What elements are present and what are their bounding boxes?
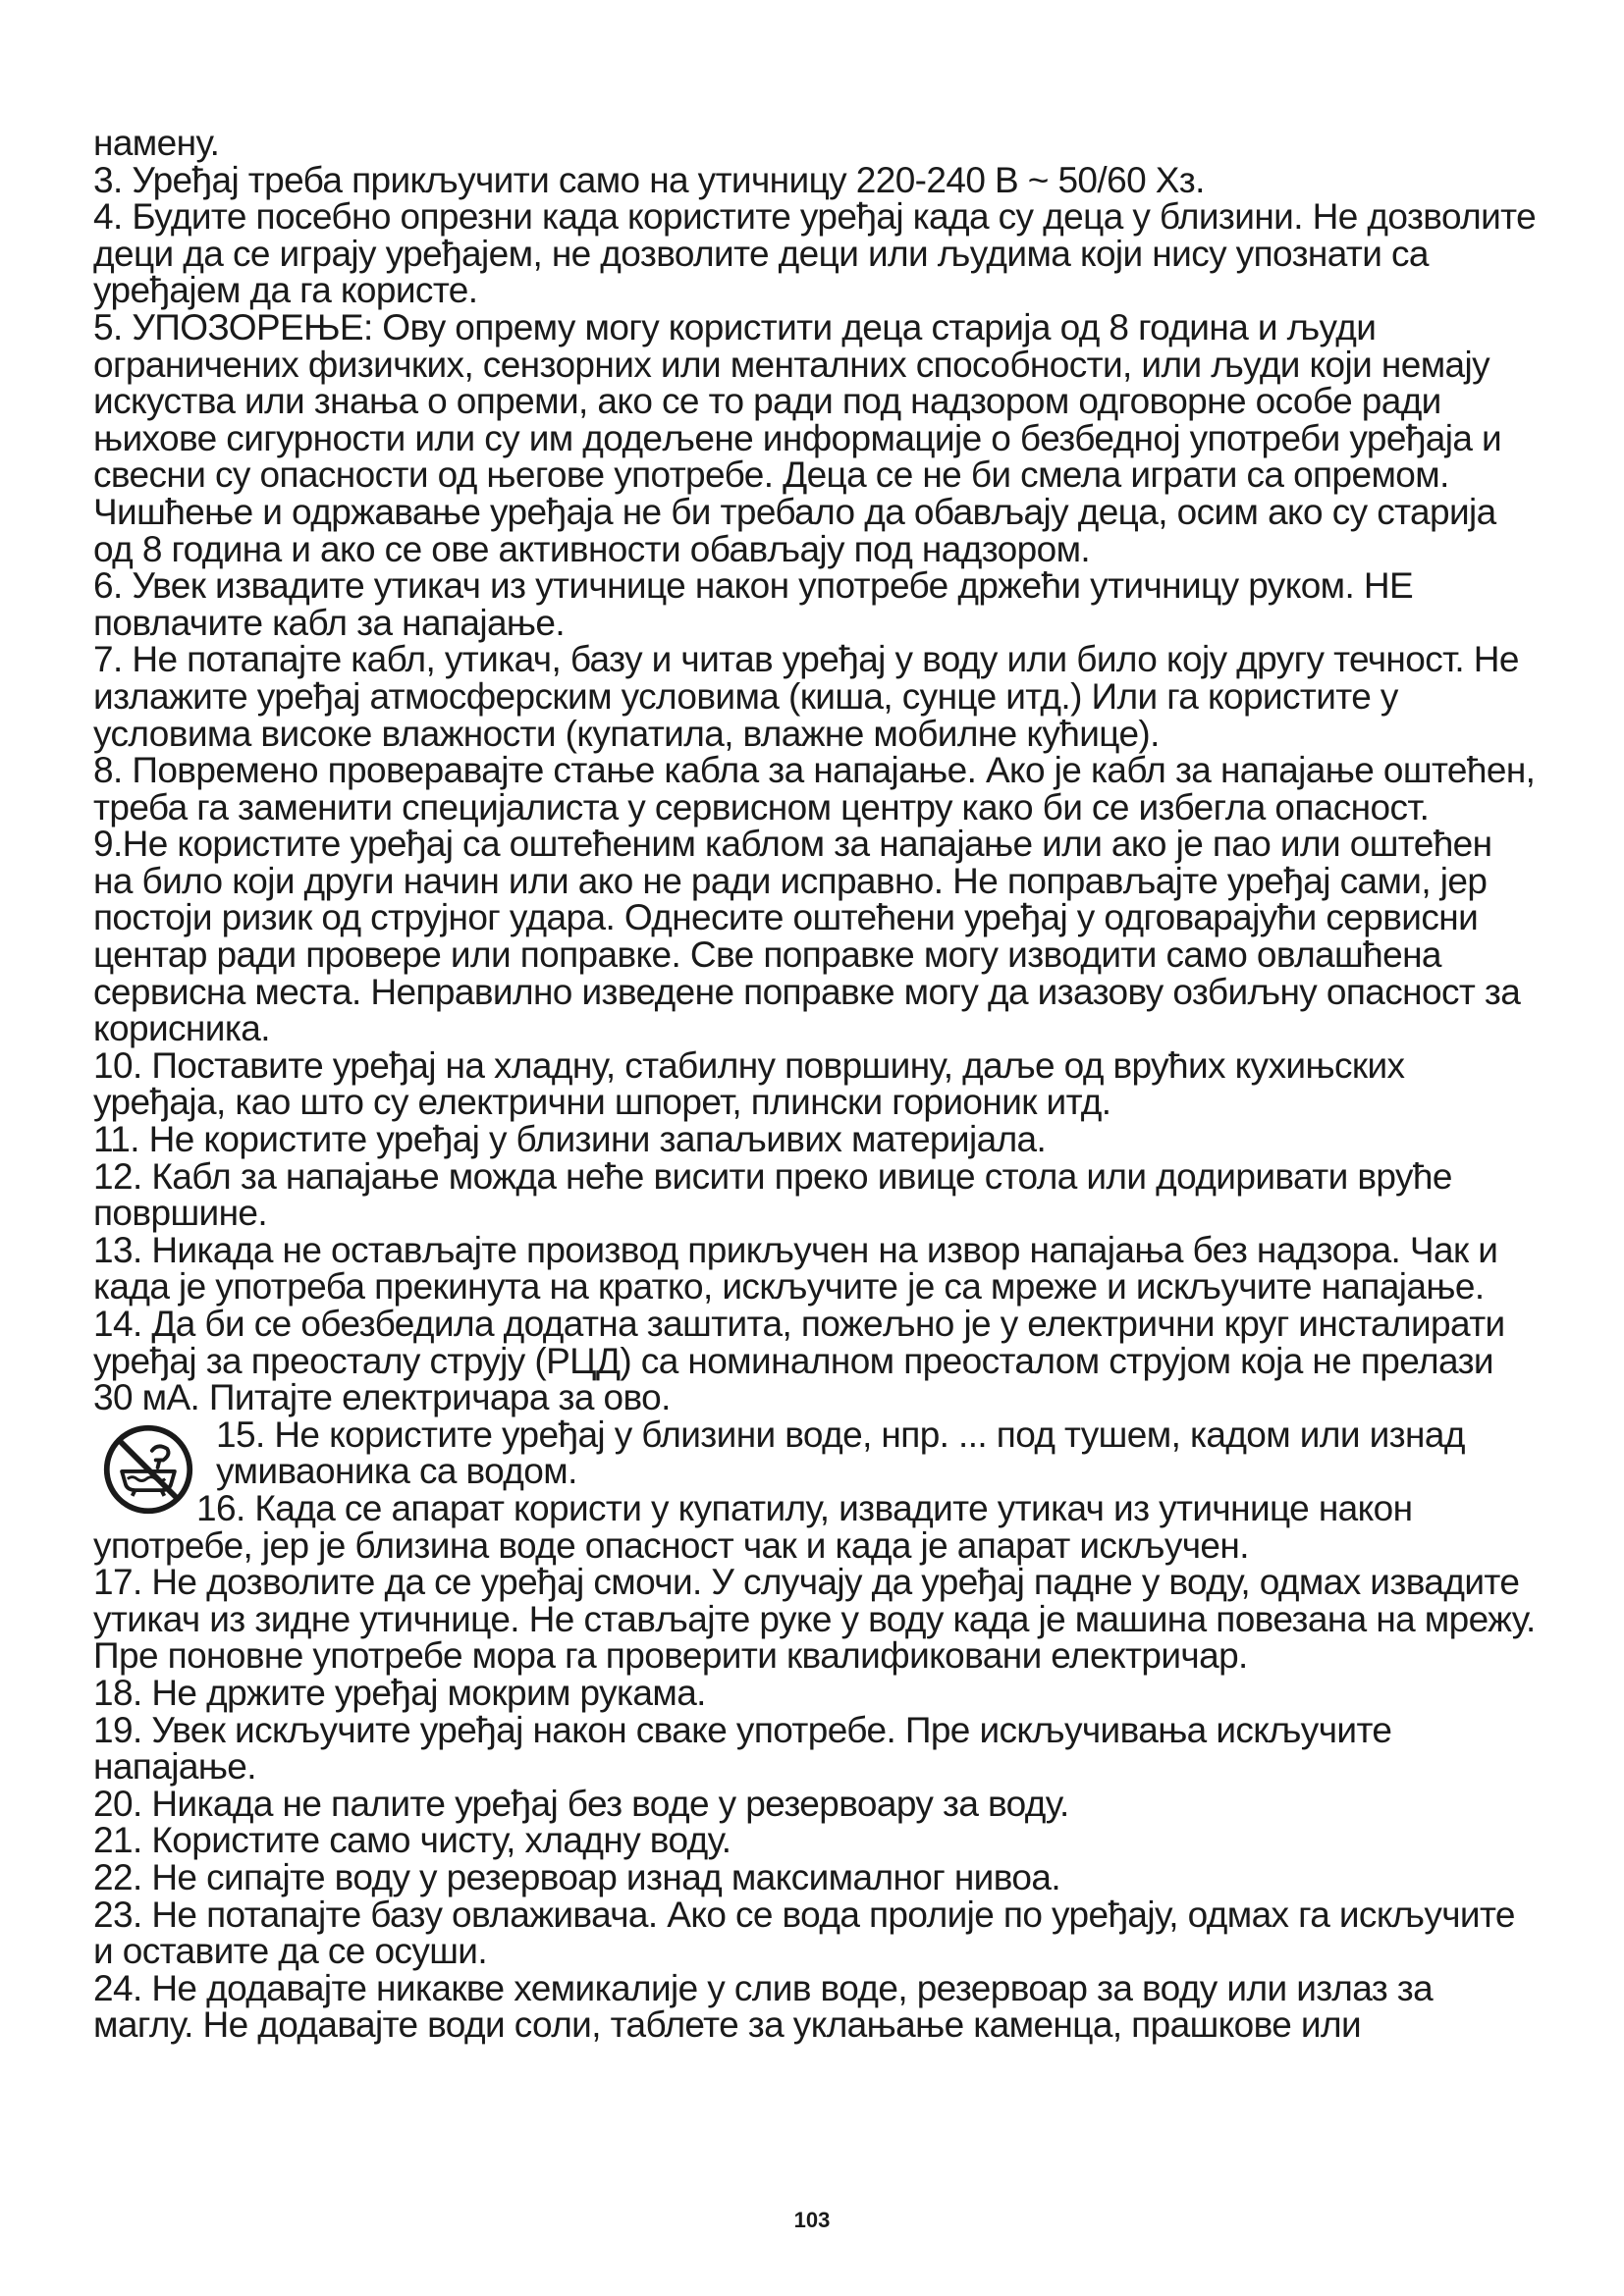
no-bath-water-icon (101, 1422, 195, 1517)
instruction-item-8: 8. Повремено проверавајте стање кабла за напајање. Ако је кабл за напајање оштећен, треба га заменити специјалиста у сервисном центру како би се избегла опасност. (93, 750, 1536, 828)
instruction-item-17: 17. Не дозволите да се уређај смочи. У случају да уређај падне у воду, одмах извадите утикач из зидне утичнице. Не стављајте руке у воду када је машина повезана на мрежу. Пре поновне употребе мора га проверити квалификовани електричар. (93, 1562, 1536, 1677)
instruction-item-14: 14. Да би се обезбедила додатна заштита, пожељно је у електрични круг инсталирати уређај за преосталу струју (РЦД) са номиналном преосталом струјом која не прелази 30 мА. Питајте електричара за ово. (93, 1304, 1505, 1418)
instruction-item-13: 13. Никада не остављајте производ прикључен на извор напајања без надзора. Чак и када је употреба прекинута на кратко, искључите је са мреже и искључите напајање. (93, 1229, 1498, 1308)
instruction-item-12: 12. Кабл за напајање можда неће висити преко ивице стола или додиривати вруће површине. (93, 1155, 1452, 1234)
instruction-item-11: 11. Не користите уређај у близини запаљивих материјала. (93, 1119, 1047, 1160)
instruction-item-23: 23. Не потапајте базу овлаживача. Ако се вода пролије по уређају, одмах га искључите и оставите да се осуши. (93, 1894, 1515, 1972)
instruction-item-10: 10. Поставите уређај на хладну, стабилну површину, даље од врућих кухињских уређаја, као што су електрични шпорет, плински горионик итд. (93, 1044, 1405, 1123)
instruction-item-20: 20. Никада не палите уређај без воде у резервоару за воду. (93, 1783, 1069, 1824)
instruction-item-24: 24. Не додавајте никакве хемикалије у слив воде, резервоар за воду или излаз за маглу. Не додавајте води соли, таблете за уклањање каменца, прашкове или (93, 1967, 1434, 2046)
page-number: 103 (793, 2208, 831, 2232)
bath-warning-block (93, 1416, 1537, 1490)
instruction-item-21: 21. Користите само чисту, хладну воду. (93, 1820, 731, 1861)
instruction-item-15: 15. Не користите уређај у близини воде, нпр. ... под тушем, кадом или изнад умиваоника са водом. (216, 1414, 1465, 1492)
instruction-item-4: 4. Будите посебно опрезни када користите уређај када су деца у близини. Не дозволите деци да се играју уређајем, не дозволите деци или људима који нису упознати са уређајем да га користе. (93, 196, 1537, 311)
instruction-item-3: 3. Уређај треба прикључити само на утичницу 220-240 В ~ 50/60 Хз. (93, 159, 1205, 200)
instruction-item-7: 7. Не потапајте кабл, утикач, базу и читав уређај у воду или било коју другу течност. Не излажите уређај атмосферским условима (киша, сунце итд.) Или га користите у условима високе влажности (купатила, влажне мобилне кућице). (93, 639, 1519, 754)
instruction-item-22: 22. Не сипајте воду у резервоар изнад максималног нивоа. (93, 1856, 1061, 1897)
instruction-item-6: 6. Увек извадите утикач из утичнице након употребе држећи утичницу руком. НЕ повлачите кабл за напајање. (93, 565, 1414, 643)
instructions-text (93, 125, 1537, 2044)
instruction-item-9: 9.Не користите уређај са оштећеним каблом за напајање или ако је пао или оштећен на било који други начин или ако не ради исправно. Не поправљајте уређај сами, јер постоји ризик од струјног удара. Однесите оштећени уређај у одговарајући сервисни центар ради провере или поправке. Све поправке могу изводити само овлашћена сервисна места. Неправилно изведене поправке могу да изазову озбиљну опасност за корисника. (93, 824, 1521, 1049)
instruction-item-18: 18. Не држите уређај мокрим рукама. (93, 1672, 706, 1713)
instruction-item-5: 5. УПОЗОРЕЊЕ: Ову опрему могу користити деца старија од 8 година и људи ограничених физичких, сензорних или менталних способности, или људи који немају искуства или знања о опреми, ако се то ради под надзором одговорне особе ради њихове сигурности или су им додељене информације о безбедној употреби уређаја и свесни су опасности од његове употребе. Деца се не би смела играти са опремом. Чишћење и одржавање уређаја не би требало да обављају деца, осим ако су старија од 8 година и ако се ове активности обављају под надзором. (93, 306, 1502, 569)
instruction-item-19: 19. Увек искључите уређај након сваке употребе. Пре искључивања искључите напајање. (93, 1709, 1392, 1788)
paragraph-continuation: намену. (93, 123, 220, 163)
instruction-item-16: 16. Када се апарат користи у купатилу, извадите утикач из утичнице након употребе, јер је близина воде опасност чак и када је апарат искључен. (93, 1487, 1413, 1566)
